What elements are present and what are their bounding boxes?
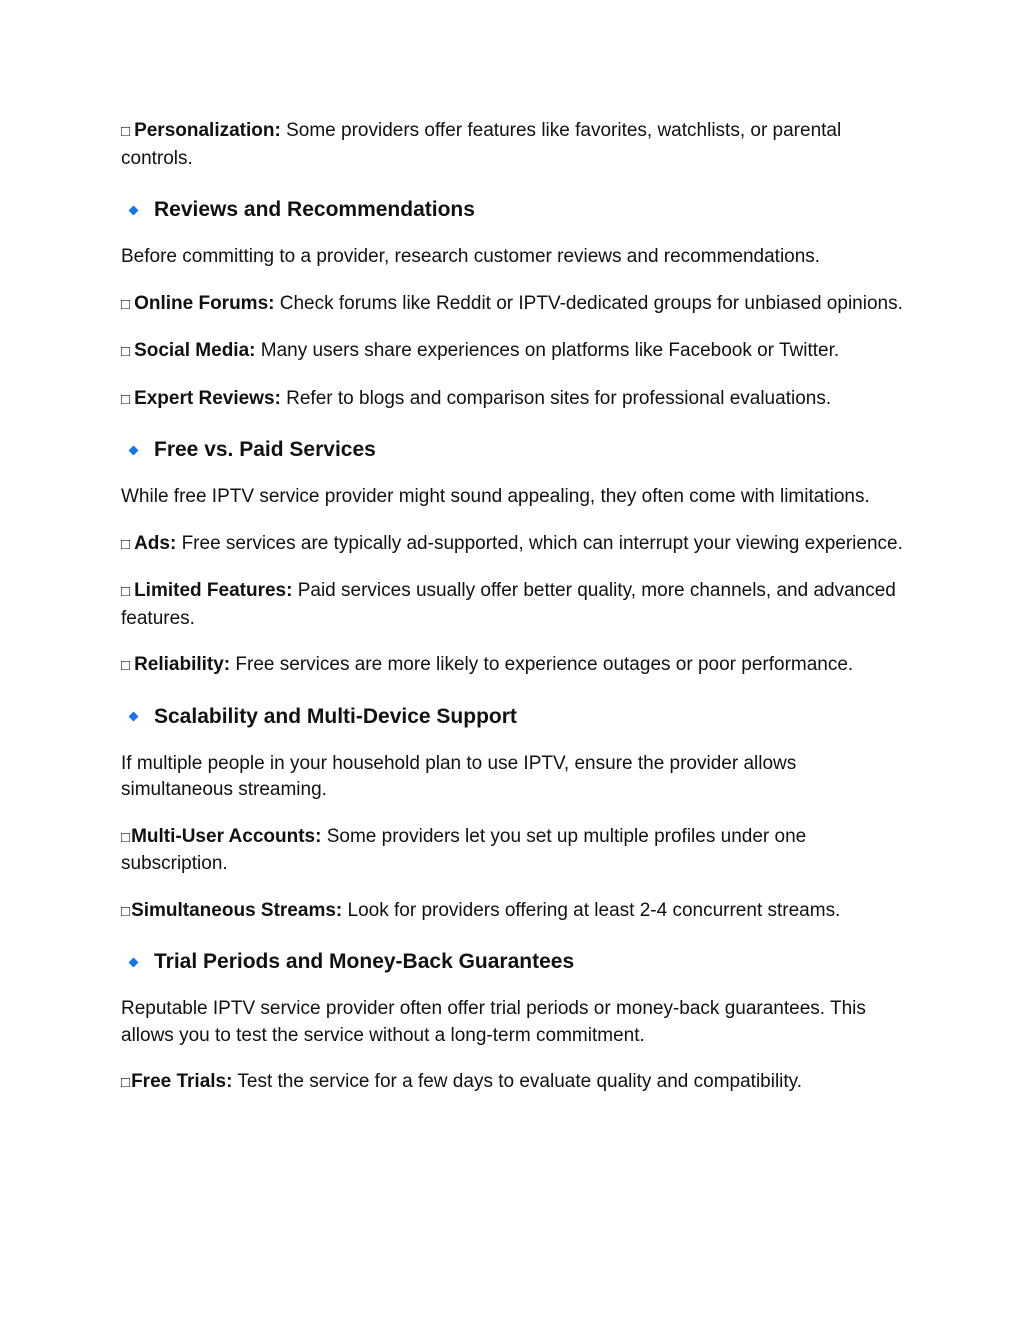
checkbox-bullet-icon: □ [121,343,131,360]
item-text: Free services are more likely to experience outages or poor performance. [235,654,854,675]
list-item [121,531,911,559]
section-heading [121,704,911,730]
checkbox-bullet-icon: □ [121,583,131,600]
paragraph [121,244,911,271]
checkbox-bullet-icon: □ [121,390,131,408]
list-item [121,291,911,319]
diamond-bullet-icon [129,957,139,967]
list-item [121,118,911,172]
item-label: Ads: [134,532,177,554]
checkbox-bullet-icon: □ [121,1074,131,1091]
list-item [121,652,911,680]
item-label: Personalization: [134,120,281,141]
item-text: Refer to blogs and comparison sites for professional evaluations. [286,387,832,409]
checkbox-bullet-icon: □ [121,828,131,846]
list-item [121,1069,911,1097]
item-text: Test the service for a few days to evaluate quality and compatibility. [237,1071,803,1092]
item-label: Online Forums: [134,292,275,314]
item-label: Reliability: [134,654,231,675]
item-text: Check forums like Reddit or IPTV-dedicated groups for unbiased opinions. [279,292,903,314]
item-label: Limited Features: [134,580,293,601]
paragraph [121,751,911,804]
diamond-bullet-icon [129,205,139,215]
item-text: Look for providers offering at least 2-4 concurrent streams. [347,899,841,921]
item-text: Some providers offer features like favorites, watchlists, or parental controls. [121,120,842,169]
item-label: Expert Reviews: [134,387,281,409]
diamond-bullet-icon [129,712,139,722]
list-item [121,824,911,878]
item-text: Some providers let you set up multiple profiles under one subscription. [121,825,807,874]
checkbox-bullet-icon: □ [121,295,131,313]
list-item [121,386,911,414]
document-page [121,118,911,1097]
heading-text: Free vs. Paid Services [154,438,376,461]
item-text: Paid services usually offer better quality, more channels, and advanced features. [121,580,896,629]
item-label: Multi-User Accounts: [131,825,322,847]
item-label: Social Media: [134,340,256,361]
paragraph-text: If multiple people in your household plan to use IPTV, ensure the provider allows simultaneous streaming. [121,752,797,800]
paragraph [121,996,911,1049]
paragraph-text: While free IPTV service provider might sound appealing, they often come with limitations. [121,486,870,507]
paragraph [121,484,911,511]
checkbox-bullet-icon: □ [121,123,131,140]
list-item [121,578,911,632]
diamond-bullet-icon [129,445,139,455]
paragraph-text: Before committing to a provider, research customer reviews and recommendations. [121,246,821,267]
section-heading [121,437,911,463]
heading-text: Scalability and Multi-Device Support [154,704,517,728]
section-heading [121,197,911,223]
checkbox-bullet-icon: □ [121,535,131,553]
list-item [121,898,911,926]
item-text: Many users share experiences on platforms like Facebook or Twitter. [260,340,840,361]
paragraph-text: Reputable IPTV service provider often offer trial periods or money-back guarantees. This allows you to test the service without a long-term commitment. [121,998,866,1046]
item-label: Free Trials: [131,1071,233,1092]
section-heading [121,949,911,975]
checkbox-bullet-icon: □ [121,657,131,674]
item-label: Simultaneous Streams: [131,899,343,921]
heading-text: Reviews and Recommendations [154,198,475,221]
item-text: Free services are typically ad-supported, which can interrupt your viewing experience. [181,532,903,554]
list-item [121,338,911,366]
heading-text: Trial Periods and Money-Back Guarantees [154,950,575,973]
checkbox-bullet-icon: □ [121,902,131,920]
